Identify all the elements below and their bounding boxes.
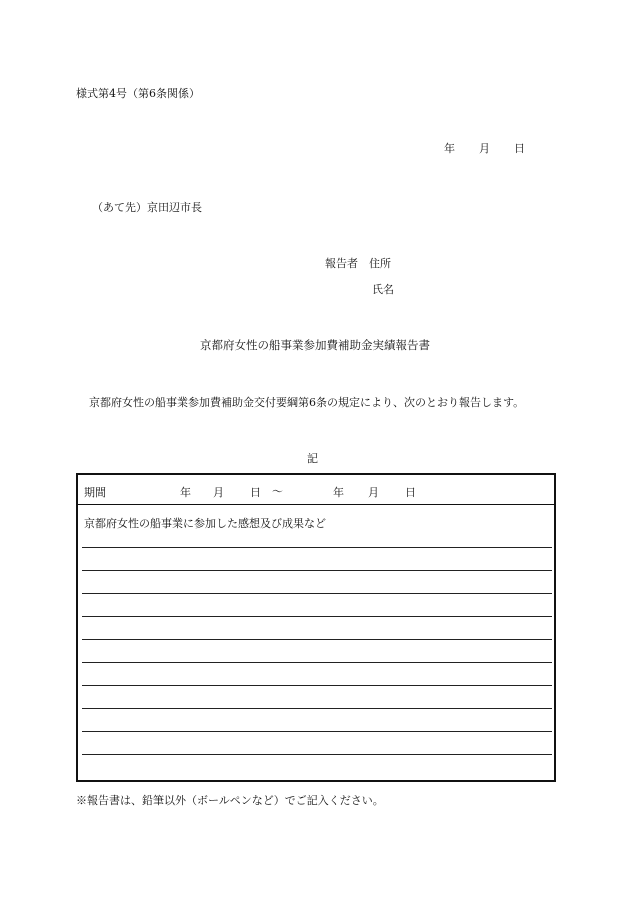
writing-line (82, 731, 552, 732)
writing-line (82, 570, 552, 571)
date-line (444, 140, 525, 156)
writing-line (82, 547, 552, 548)
body-text: 京都府女性の船事業参加費補助金交付要綱第6条の規定により、次のとおり報告します。 (89, 396, 525, 409)
impressions-label: 京都府女性の船事業に参加した感想及び成果など (84, 517, 326, 530)
reporter-address-line (325, 255, 391, 271)
period-separator: 〜 (272, 485, 283, 498)
period-row (78, 475, 554, 505)
addressee: （あて先）京田辺市長 (92, 201, 202, 214)
date-month-label: 月 (479, 142, 490, 155)
writing-line (82, 754, 552, 755)
writing-line (82, 639, 552, 640)
date-year-label: 年 (444, 142, 455, 155)
reporter-heading: 報告者 (325, 257, 358, 270)
reporter-address-label: 住所 (369, 257, 391, 270)
footnote: ※報告書は、鉛筆以外（ボールペンなど）でご記入ください。 (76, 794, 384, 807)
reporter-name-label: 氏名 (372, 283, 394, 296)
period-end-month-label: 月 (368, 486, 379, 499)
writing-line (82, 593, 552, 594)
report-table (76, 473, 556, 782)
period-start-year-label: 年 (180, 486, 191, 499)
document-title: 京都府女性の船事業参加費補助金実績報告書 (200, 338, 430, 352)
writing-line (82, 662, 552, 663)
form-number: 様式第4号（第6条関係） (76, 87, 200, 100)
period-end-day-label: 日 (405, 486, 416, 499)
writing-line (82, 616, 552, 617)
period-label: 期間 (84, 486, 106, 499)
period-end-year-label: 年 (333, 486, 344, 499)
period-start-month-label: 月 (213, 486, 224, 499)
writing-line (82, 708, 552, 709)
writing-line (82, 685, 552, 686)
ki-heading: 記 (307, 452, 318, 465)
date-day-label: 日 (514, 142, 525, 155)
period-start-day-label: 日 (250, 486, 261, 499)
